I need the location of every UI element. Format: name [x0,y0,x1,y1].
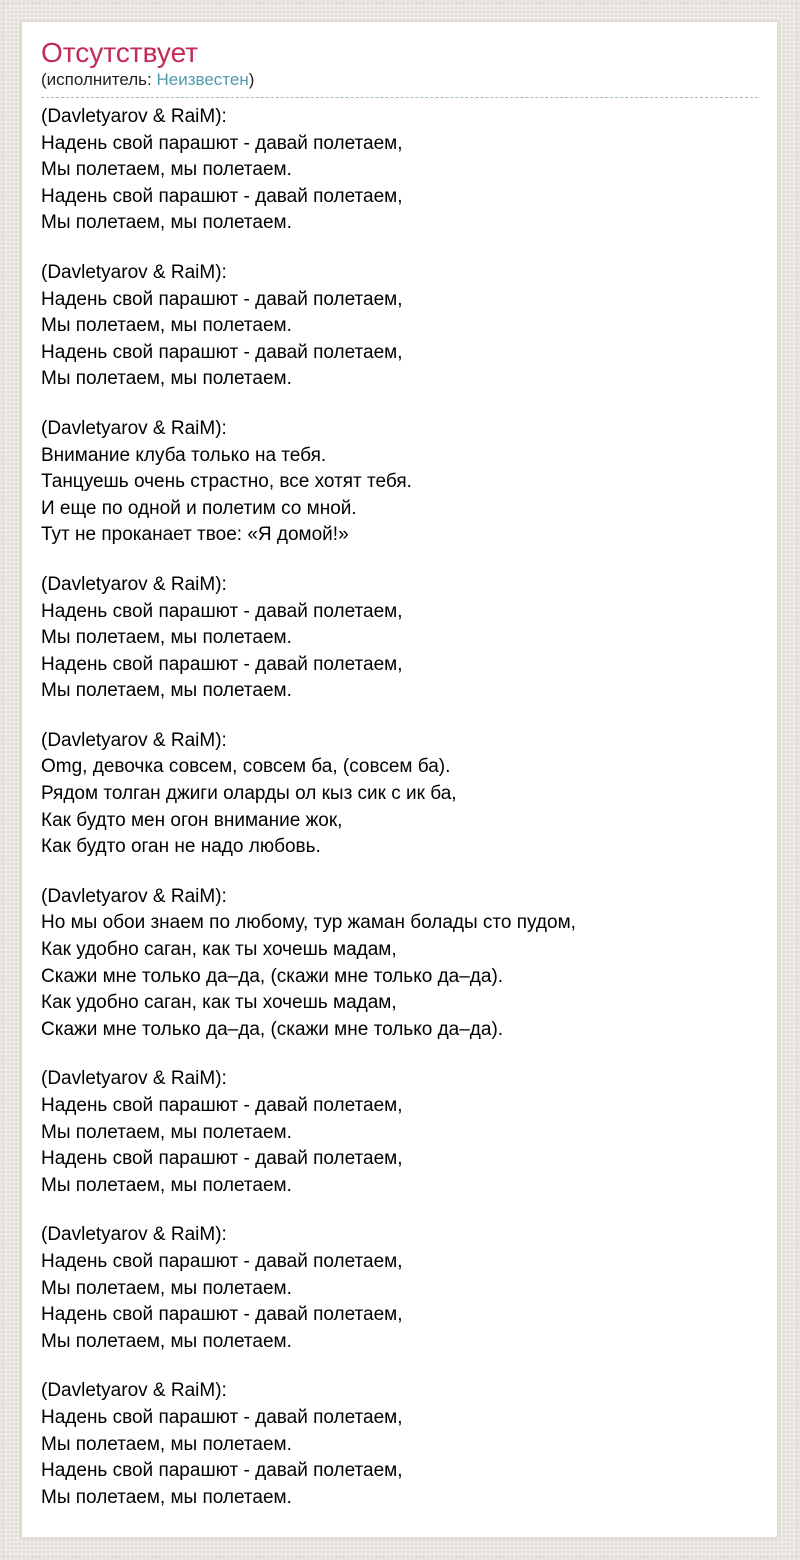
stanza: (Davletyarov & RaiM): Omg, девочка совсем, совсем ба, (совсем ба). Рядом толган джиги оларды ол кыз сик с ик ба, Как будто мен огон внимание жок, Как будто оган не надо любовь. [41,729,457,858]
stanza: (Davletyarov & RaiM): Надень свой парашют - давай полетаем, Мы полетаем, мы полетаем. Надень свой парашют - давай полетаем, Мы полетаем, мы полетаем. [41,1224,403,1352]
artist-label-suffix: ) [248,70,255,89]
lyrics [41,104,758,1511]
artist-label: (исполнитель: [41,70,157,89]
artist-line [41,69,758,98]
stanza: (Davletyarov & RaiM): Надень свой парашют - давай полетаем, Мы полетаем, мы полетаем. Надень свой парашют - давай полетаем, Мы полетаем, мы полетаем. [41,106,403,234]
stanza: (Davletyarov & RaiM): Надень свой парашют - давай полетаем, Мы полетаем, мы полетаем. Надень свой парашют - давай полетаем, Мы полетаем, мы полетаем. [41,573,403,702]
stanza: (Davletyarov & RaiM): Надень свой парашют - давай полетаем, Мы полетаем, мы полетаем. Надень свой парашют - давай полетаем, Мы полетаем, мы полетаем. [41,261,403,390]
lyrics-card [21,21,778,1538]
stanza: (Davletyarov & RaiM): Внимание клуба только на тебя. Танцуешь очень страстно, все хотят тебя. И еще по одной и полетим со мной. Тут не проканает твое: «Я домой!» [41,417,412,546]
song-title: Отсутствует [41,37,199,68]
stanza: (Davletyarov & RaiM): Но мы обои знаем по любому, тур жаман болады сто пудом, Как удобно саган, как ты хочешь мадам, Скажи мне только да–да, (скажи мне только да–да). Как удобно саган, как ты хочешь мадам, Скажи мне только да–да, (скажи мне только да–да). [41,885,576,1040]
stanza: (Davletyarov & RaiM): Надень свой парашют - давай полетаем, Мы полетаем, мы полетаем. Надень свой парашют - давай полетаем, Мы полетаем, мы полетаем. [41,1380,403,1508]
stanza: (Davletyarov & RaiM): Надень свой парашют - давай полетаем, Мы полетаем, мы полетаем. Надень свой парашют - давай полетаем, Мы полетаем, мы полетаем. [41,1068,403,1196]
artist-link[interactable]: Неизвестен [156,70,249,89]
